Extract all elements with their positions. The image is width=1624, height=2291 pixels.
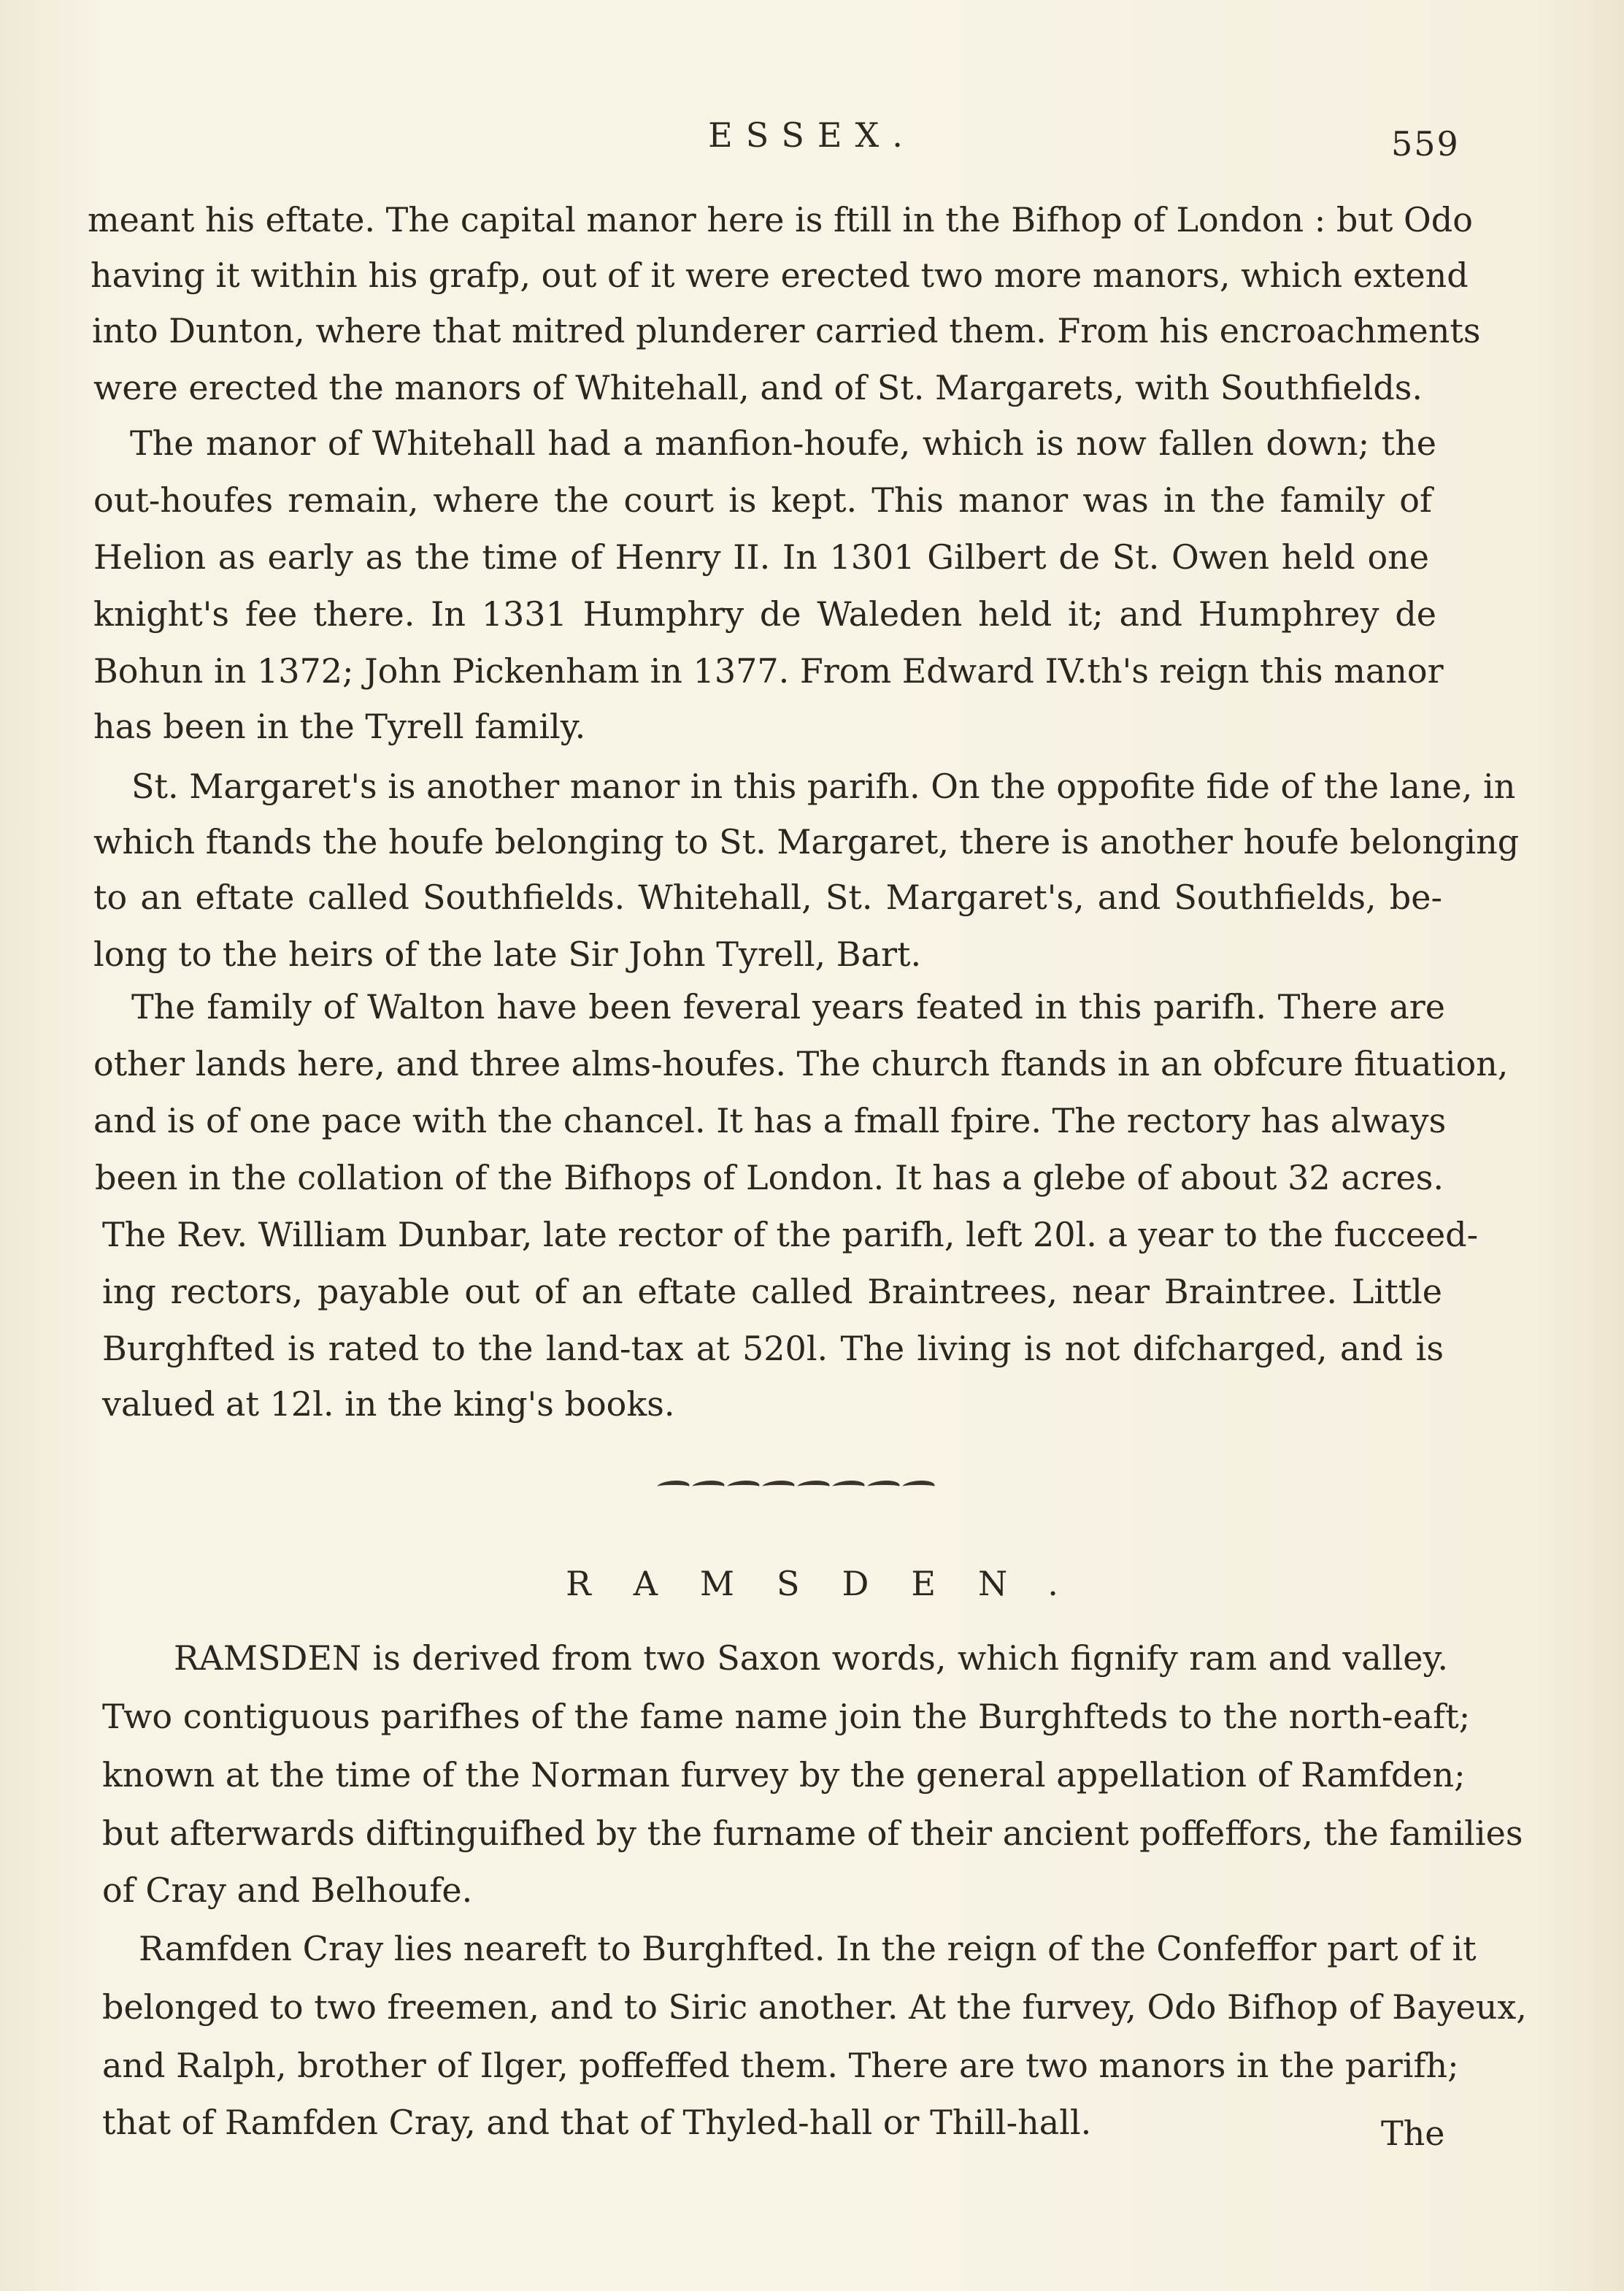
text-line: Helion as early as the time of Henry II. In 1301 Gilbert de St. Owen held one xyxy=(93,537,1429,577)
running-head: ESSEX. xyxy=(708,115,916,155)
text-line: ing rectors, payable out of an eftate called Braintrees, near Braintree. Little xyxy=(102,1272,1442,1311)
text-line: Burghfted is rated to the land-tax at 520l. The living is not difcharged, and is xyxy=(102,1329,1444,1368)
text-line: Ramfden Cray lies neareft to Burghfted. In the reign of the Confeffor part of it xyxy=(139,1929,1477,1968)
text-line: out-houfes remain, where the court is kept. This manor was in the family of xyxy=(93,480,1432,520)
text-line: having it within his grafp, out of it were erected two more manors, which extend xyxy=(91,256,1469,295)
text-line: known at the time of the Norman furvey by the general appellation of Ramfden; xyxy=(102,1755,1466,1795)
text-line: St. Margaret's is another manor in this parifh. On the oppofite fide of the lane, in xyxy=(131,767,1516,806)
catchword: The xyxy=(1381,2114,1445,2153)
text-line: that of Ramfden Cray, and that of Thyled-hall or Thill-hall. xyxy=(102,2103,1092,2142)
text-line: valued at 12l. in the king's books. xyxy=(102,1384,675,1424)
page-number: 559 xyxy=(1391,124,1460,164)
text-line: and is of one pace with the chancel. It has a fmall fpire. The rectory has always xyxy=(93,1101,1447,1140)
text-line: of Cray and Belhoufe. xyxy=(102,1870,473,1910)
text-line: and Ralph, brother of Ilger, poffeffed them. There are two manors in the parifh; xyxy=(102,2046,1459,2085)
text-line: which ftands the houfe belonging to St. Margaret, there is another houfe belonging xyxy=(93,822,1520,861)
text-line: to an eftate called Southfields. Whitehall, St. Margaret's, and Southfields, be- xyxy=(93,878,1442,917)
text-line: Bohun in 1372; John Pickenham in 1377. From Edward IV.th's reign this manor xyxy=(93,651,1444,691)
text-line: The family of Walton have been feveral years feated in this parifh. There are xyxy=(131,987,1445,1026)
text-line: other lands here, and three alms-houfes. The church ftands in an obfcure fituation, xyxy=(93,1044,1509,1083)
text-line: been in the collation of the Bifhops of London. It has a glebe of about 32 acres. xyxy=(95,1158,1444,1197)
text-line: belonged to two freemen, and to Siric another. At the furvey, Odo Bifhop of Bayeux, xyxy=(102,1987,1527,2027)
text-line: meant his eftate. The capital manor here is ftill in the Bifhop of London : but Odo xyxy=(88,200,1473,239)
text-line: has been in the Tyrell family. xyxy=(93,707,586,746)
text-line: The Rev. William Dunbar, late rector of the parifh, left 20l. a year to the fucceed- xyxy=(102,1215,1479,1254)
text-line: were erected the manors of Whitehall, and of St. Margarets, with Southfields. xyxy=(93,368,1423,407)
text-line: long to the heirs of the late Sir John Tyrell, Bart. xyxy=(93,935,922,974)
text-line: The manor of Whitehall had a manfion-houfe, which is now fallen down; the xyxy=(130,423,1436,463)
text-line: knight's fee there. In 1331 Humphry de Waleden held it; and Humphrey de xyxy=(93,594,1436,634)
text-line: into Dunton, where that mitred plunderer carried them. From his encroachments xyxy=(92,311,1481,350)
text-line: RAMSDEN is derived from two Saxon words, which fignify ram and valley. xyxy=(174,1638,1448,1678)
text-line: but afterwards diftinguifhed by the furname of their ancient poffeffors, the families xyxy=(102,1814,1523,1853)
section-title: RAMSDEN. xyxy=(566,1564,1101,1603)
text-line: Two contiguous parifhes of the fame name join the Burghfteds to the north-eaft; xyxy=(102,1697,1471,1736)
ornament-divider xyxy=(657,1481,963,1498)
